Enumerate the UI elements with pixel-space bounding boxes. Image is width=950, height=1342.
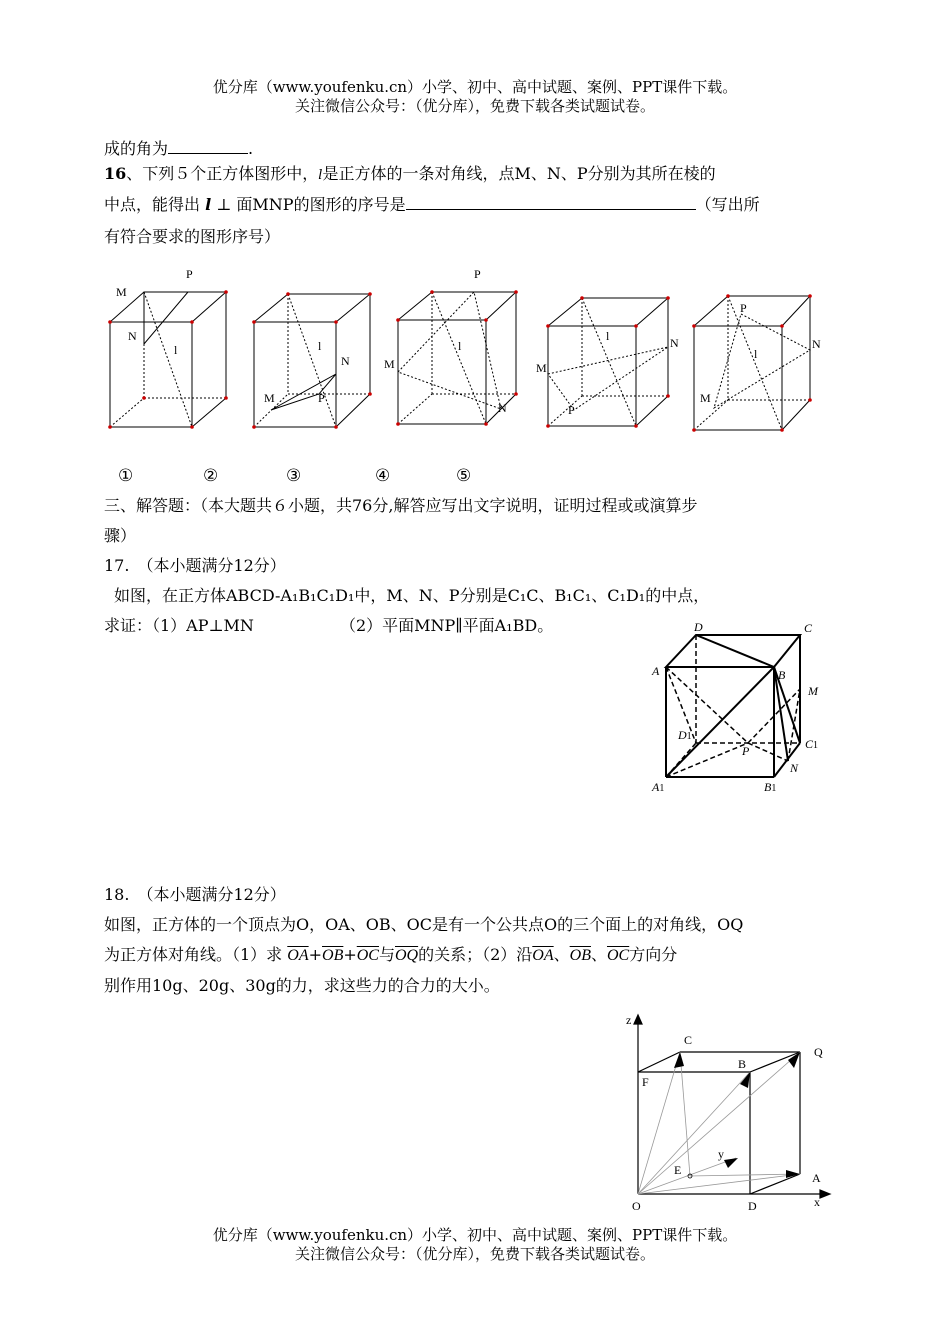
vector-oa-2: $\overline{OA}$ xyxy=(532,947,554,964)
figure-number-1: ① xyxy=(118,466,134,486)
q17-line-1: 如图，在正方体ABCD-A₁B₁C₁D₁中，M、N、P分别是C₁C、B₁C₁、C₁D₁的中点， xyxy=(114,586,710,605)
plus-1: + xyxy=(308,945,323,964)
fig4-label-n: N xyxy=(670,336,679,350)
q15-tail xyxy=(104,138,253,159)
fig2-label-l: l xyxy=(318,339,322,353)
q18-cube-figure xyxy=(618,1010,843,1220)
figure-number-2: ② xyxy=(203,466,219,486)
q17-label-a: A xyxy=(652,664,660,678)
fig3-label-m: M xyxy=(384,357,395,371)
q18-label-o: O xyxy=(632,1199,641,1213)
q15-tail-end: . xyxy=(248,139,254,158)
q16-answer-blank[interactable] xyxy=(406,194,696,210)
q17-title: 17. （本小题满分12分） xyxy=(104,556,286,575)
q16-line2-b: 面MNP的图形的序号是 xyxy=(236,195,406,214)
q18-line2-c: 的关系；（2）沿 xyxy=(418,945,533,964)
figure-number-4: ④ xyxy=(375,466,391,486)
q17-label-p: P xyxy=(742,744,750,758)
fig5-label-m: M xyxy=(700,391,711,405)
q17-label-m: M xyxy=(808,684,818,698)
vector-oc: $\overline{OC}$ xyxy=(356,947,379,964)
q17-label-b: B xyxy=(778,668,786,682)
fig2-label-p: P xyxy=(318,391,325,405)
q18-label-d: D xyxy=(748,1199,757,1213)
q16-line1-a: 、下列５个正方体图形中， xyxy=(126,164,319,183)
fig3-label-l: l xyxy=(458,339,462,353)
fig1-label-p: P xyxy=(186,267,193,281)
q18-label-a: A xyxy=(812,1171,821,1185)
fig1-label-m: M xyxy=(116,285,127,299)
fig4-label-p: P xyxy=(568,403,575,417)
q18-line-3: 别作用10g、20g、30g的力，求这些力的合力的大小。 xyxy=(104,976,500,995)
fig3-label-n: N xyxy=(498,401,507,415)
q16-line1-b: 是正方体的一条对角线，点M、N、P分别为其所在棱的 xyxy=(322,164,716,183)
q18-line2-b: 与 xyxy=(378,945,395,964)
q16-line2-a: 中点，能得出 xyxy=(104,195,201,214)
q17-line-2 xyxy=(104,616,553,636)
header-line-2: 关注微信公众号：（优分库），免费下载各类试题试卷。 xyxy=(294,97,655,115)
q16-line-1 xyxy=(104,164,716,186)
q16-figure-3 xyxy=(384,262,530,437)
q18-title: 18. （本小题满分12分） xyxy=(104,885,286,904)
fig5-label-p: P xyxy=(740,301,747,315)
q16-figure-5 xyxy=(688,262,833,437)
q17-cube-figure xyxy=(650,615,850,800)
sep-1: 、 xyxy=(553,945,570,964)
fig1-label-n: N xyxy=(128,329,137,343)
fig5-label-n: N xyxy=(812,337,821,351)
q18-line2-d: 方向分 xyxy=(629,945,678,964)
q16-l-symbol-2: l xyxy=(205,195,212,214)
q15-tail-text: 成的角为 xyxy=(104,139,169,158)
q17-label-d1: D1 xyxy=(678,728,692,742)
q16-line-2 xyxy=(104,194,760,215)
fig5-label-l: l xyxy=(754,347,758,361)
q16-line2-c: （写出所 xyxy=(695,195,760,214)
fig4-label-m: M xyxy=(536,361,547,375)
q18-label-y: y xyxy=(718,1147,724,1161)
header-line-1: 优分库（www.youfenku.cn）小学、初中、高中试题、案例、PPT课件下载。 xyxy=(212,78,738,96)
footer-line-1: 优分库（www.youfenku.cn）小学、初中、高中试题、案例、PPT课件下载。 xyxy=(212,1226,738,1244)
footer-line-2: 关注微信公众号：（优分库），免费下载各类试题试卷。 xyxy=(294,1245,655,1263)
q16-number: 16 xyxy=(104,164,127,183)
vector-oc-2: $\overline{OC}$ xyxy=(606,947,630,964)
section3-line-1: 三、解答题：（本大题共６小题，共76分,解答应写出文字说明，证明过程或或演算步 xyxy=(104,496,698,515)
fig2-label-n: N xyxy=(341,354,350,368)
q16-line-3: 有符合要求的图形序号） xyxy=(104,227,281,246)
q16-figure-1 xyxy=(100,262,240,437)
q18-label-b: B xyxy=(738,1057,747,1071)
q18-label-f: F xyxy=(642,1075,649,1089)
q18-line-2 xyxy=(104,945,677,966)
figure-number-5: ⑤ xyxy=(456,466,472,486)
q18-label-e: E xyxy=(674,1163,682,1177)
q17-label-n: N xyxy=(790,761,799,775)
q17-line2-b: （2）平面MNP∥平面A₁BD。 xyxy=(339,616,554,635)
fig3-label-p: P xyxy=(474,267,481,281)
q17-line2-a: 求证：（1）AP⊥MN xyxy=(104,616,254,635)
q18-label-z: z xyxy=(626,1013,632,1027)
figure-number-3: ③ xyxy=(286,466,302,486)
vector-oq: $\overline{OQ}$ xyxy=(395,947,419,964)
section3-line-2: 骤） xyxy=(104,526,137,545)
q18-label-c: C xyxy=(684,1033,693,1047)
plus-2: + xyxy=(343,945,357,964)
q17-label-a1: A1 xyxy=(652,780,665,794)
vector-ob: $\overline{OB}$ xyxy=(322,947,344,964)
q18-label-x: x xyxy=(814,1195,820,1209)
q16-figure-2 xyxy=(246,262,386,437)
fig4-label-l: l xyxy=(606,329,610,343)
q18-line-1: 如图，正方体的一个顶点为O，OA、OB、OC是有一个公共点O的三个面上的对角线，OQ xyxy=(104,915,744,934)
q17-label-b1: B1 xyxy=(764,780,777,794)
q17-label-c: C xyxy=(804,621,813,635)
sep-2: 、 xyxy=(590,945,607,964)
q18-line2-a: 为正方体对角线。（1）求 xyxy=(104,945,283,964)
q18-label-q: Q xyxy=(814,1045,823,1059)
vector-oa: $\overline{OA}$ xyxy=(287,947,309,964)
q16-figure-4 xyxy=(538,262,683,437)
q16-perp-symbol: ⊥ xyxy=(216,195,232,214)
fig2-label-m: M xyxy=(264,391,275,405)
q17-label-c1: C1 xyxy=(805,737,819,751)
q17-label-d: D xyxy=(694,620,703,634)
vector-ob-2: $\overline{OB}$ xyxy=(569,947,591,964)
q16-l-symbol: l xyxy=(318,168,323,183)
fig1-label-l: l xyxy=(174,343,178,357)
q15-answer-blank[interactable] xyxy=(168,138,248,154)
